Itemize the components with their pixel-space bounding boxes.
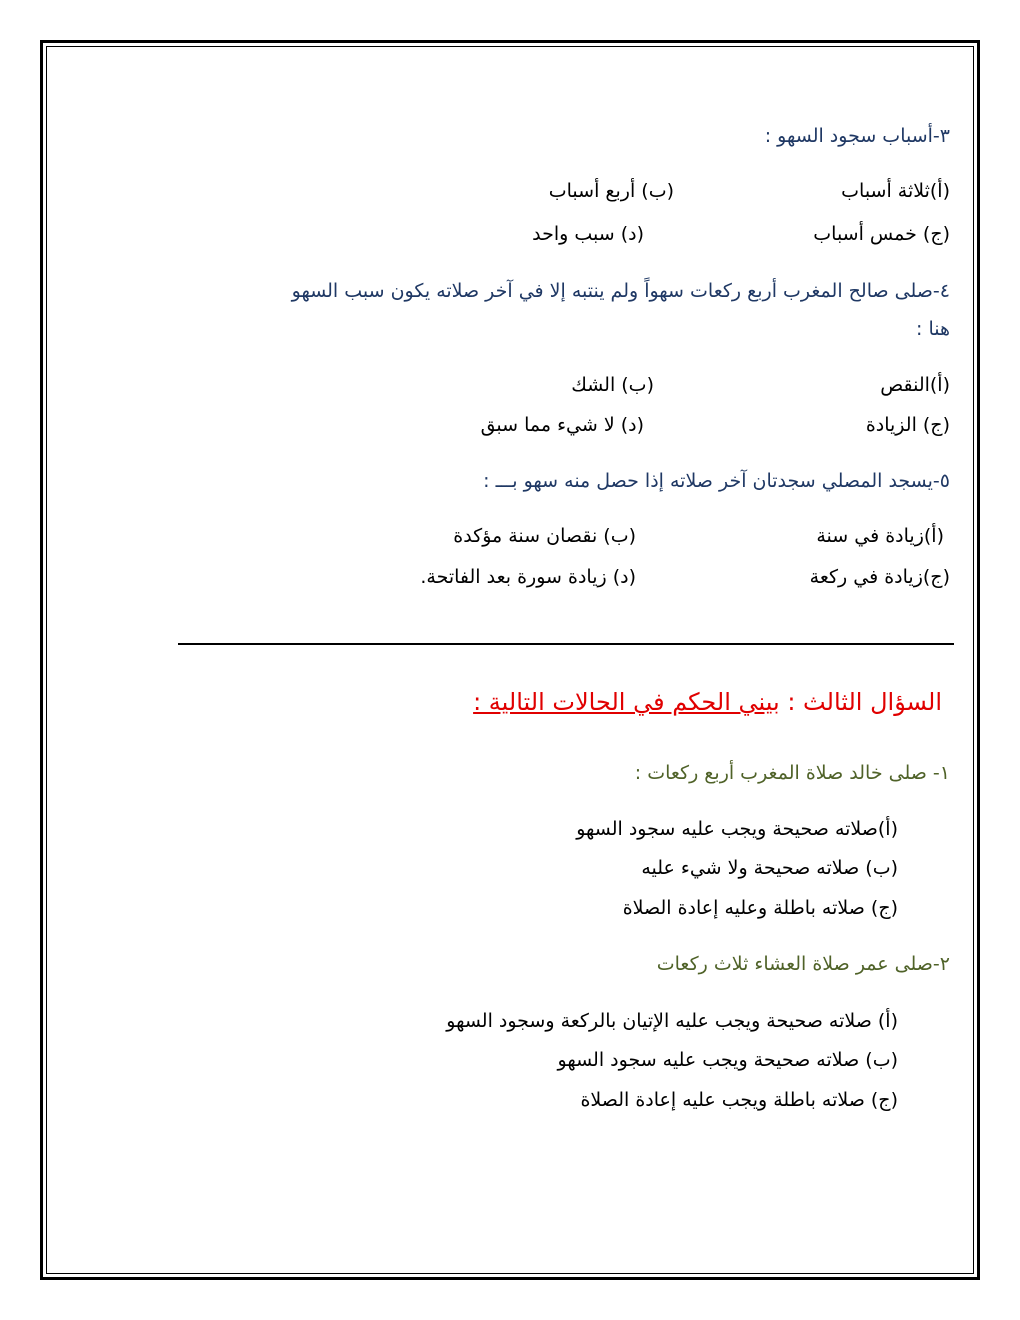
q4-option-d: (د) لا شيء مما سبق xyxy=(480,414,644,436)
case1-option-a: (أ)صلاته صحيحة ويجب عليه سجود السهو xyxy=(576,818,898,840)
q5-option-c: (ج)زيادة في ركعة xyxy=(809,566,950,588)
q5-option-b: (ب) نقصان سنة مؤكدة xyxy=(453,525,636,547)
q5-option-d: (د) زيادة سورة بعد الفاتحة. xyxy=(420,566,636,588)
q4-title-line2: هنا : xyxy=(916,318,950,340)
case2-title: ٢-صلى عمر صلاة العشاء ثلاث ركعات xyxy=(656,953,950,975)
q3-option-b: (ب) أربع أسباب xyxy=(548,180,674,202)
q4-option-a: (أ)النقص xyxy=(880,374,950,396)
q3-option-c: (ج) خمس أسباب xyxy=(813,223,950,245)
section3-instruction: بيني الحكم في الحالات التالية : xyxy=(473,688,780,716)
case1-option-c: (ج) صلاته باطلة وعليه إعادة الصلاة xyxy=(622,897,898,919)
q3-title: ٣-أسباب سجود السهو : xyxy=(764,125,950,147)
section3-heading xyxy=(473,688,942,717)
q5-option-a: (أ)زيادة في سنة xyxy=(816,525,944,547)
q4-option-b: (ب) الشك xyxy=(571,374,654,396)
q4-title-line1: ٤-صلى صالح المغرب أربع ركعات سهواً ولم ينتبه إلا في آخر صلاته يكون سبب السهو xyxy=(291,280,950,302)
case2-option-b: (ب) صلاته صحيحة ويجب عليه سجود السهو xyxy=(557,1049,898,1071)
case1-option-b: (ب) صلاته صحيحة ولا شيء عليه xyxy=(641,857,898,879)
case2-option-c: (ج) صلاته باطلة ويجب عليه إعادة الصلاة xyxy=(580,1089,898,1111)
q4-option-c: (ج) الزيادة xyxy=(865,414,950,436)
section3-label: السؤال الثالث : xyxy=(787,688,942,716)
q3-option-d: (د) سبب واحد xyxy=(532,223,644,245)
q3-option-a: (أ)ثلاثة أسباب xyxy=(841,180,950,202)
q5-title: ٥-يسجد المصلي سجدتان آخر صلاته إذا حصل منه سهو بـــ : xyxy=(483,470,950,492)
case2-option-a: (أ) صلاته صحيحة ويجب عليه الإتيان بالركعة وسجود السهو xyxy=(446,1010,898,1032)
case1-title: ١- صلى خالد صلاة المغرب أربع ركعات : xyxy=(634,762,950,784)
section-divider xyxy=(178,643,954,645)
